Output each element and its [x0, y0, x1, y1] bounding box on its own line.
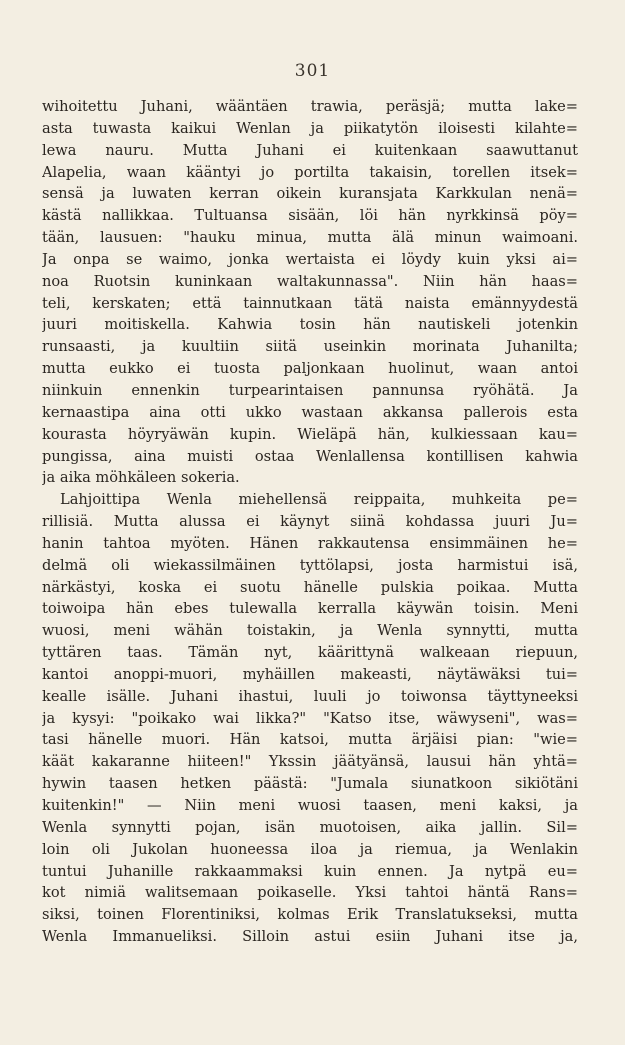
text-line: tyttären taas. Tämän nyt, käärittynä walkeaan riepuun,: [42, 644, 578, 662]
text-line: asta tuwasta kaikui Wenlan ja piikatytön iloisesti kilahte=: [42, 119, 578, 137]
body-text: [42, 96, 578, 948]
text-line: lewa nauru. Mutta Juhani ei kuitenkaan saawuttanut: [42, 141, 578, 159]
text-line: kealle isälle. Juhani ihastui, luuli jo toiwonsa täyttyneeksi: [42, 687, 578, 705]
text-line: juuri moitiskella. Kahwia tosin hän nautiskeli jotenkin: [42, 316, 578, 334]
text-line: wuosi, meni wähän toistakin, ja Wenla synnytti, mutta: [42, 622, 578, 640]
text-line: kourasta höyryäwän kupin. Wieläpä hän, kulkiessaan kau=: [42, 425, 578, 443]
text-line: tasi hänelle muori. Hän katsoi, mutta ärjäisi pian: "wie=: [42, 731, 578, 749]
text-line: kernaastipa aina otti ukko wastaan akkansa pallerois esta: [42, 403, 578, 421]
text-line: loin oli Jukolan huoneessa iloa ja riemua, ja Wenlakin: [42, 840, 578, 858]
page-number: 301: [294, 61, 331, 81]
text-line: Wenla synnytti pojan, isän muotoisen, aika jallin. Sil=: [42, 818, 578, 836]
text-line: kantoi anoppi-muori, myhäillen makeasti, näytäwäksi tui=: [42, 665, 578, 683]
text-line: kot nimiä walitsemaan poikaselle. Yksi tahtoi häntä Rans=: [42, 884, 578, 902]
text-line: niinkuin ennenkin turpearintaisen pannunsa ryöhätä. Ja: [42, 381, 578, 399]
text-line: Lahjoittipa Wenla miehellensä reippaita, muhkeita pe=: [60, 491, 578, 509]
text-line: käät kakaranne hiiteen!" Ykssin jäätyänsä, lausui hän yhtä=: [42, 753, 578, 771]
text-line: delmä oli wiekassilmäinen tyttölapsi, josta harmistui isä,: [42, 556, 578, 574]
text-line: siksi, toinen Florentiniksi, kolmas Erik Translatukseksi, mutta: [42, 906, 578, 924]
text-line: ja aika möhkäleen sokeria.: [42, 469, 240, 487]
text-line: kuitenkin!" — Niin meni wuosi taasen, meni kaksi, ja: [42, 797, 578, 814]
text-line: toiwoipa hän ebes tulewalla kerralla käywän toisin. Meni: [42, 600, 578, 618]
text-line: Ja onpa se waimo, jonka wertaista ei löydy kuin yksi ai=: [42, 250, 578, 268]
text-line: kästä nallikkaa. Tultuansa sisään, löi hän nyrkkinsä pöy=: [42, 207, 578, 225]
text-line: noa Ruotsin kuninkaan waltakunnassa". Niin hän haas=: [42, 272, 578, 290]
text-line: mutta eukko ei tuosta paljonkaan huolinut, waan antoi: [42, 360, 578, 378]
text-line: tään, lausuen: "hauku minua, mutta älä minun waimoani.: [42, 229, 578, 247]
text-line: ja kysyi: "poikako wai likka?" "Katso itse, wäwyseni", was=: [42, 709, 578, 727]
text-line: pungissa, aina muisti ostaa Wenlallensa kontillisen kahwia: [42, 447, 578, 465]
text-line: Alapelia, waan kääntyi jo portilta takaisin, torellen itsek=: [42, 163, 578, 181]
text-line: runsaasti, ja kuultiin siitä useinkin morinata Juhanilta;: [42, 338, 578, 356]
text-line: Wenla Immanueliksi. Silloin astui esiin Juhani itse ja,: [42, 928, 578, 946]
text-line: wihoitettu Juhani, wääntäen trawia, peräsjä; mutta lake=: [42, 98, 578, 115]
text-line: närkästyi, koska ei suotu hänelle pulskia poikaa. Mutta: [42, 578, 578, 596]
text-line: tuntui Juhanille rakkaammaksi kuin ennen. Ja nytpä eu=: [42, 862, 578, 880]
text-line: hanin tahtoa myöten. Hänen rakkautensa ensimmäinen he=: [42, 534, 578, 552]
text-line: sensä ja luwaten kerran oikein kuransjata Karkkulan nenä=: [42, 185, 578, 203]
text-line: hywin taasen hetken päästä: "Jumala siunatkoon sikiötäni: [42, 775, 578, 793]
text-line: rillisiä. Mutta alussa ei käynyt siinä kohdassa juuri Ju=: [42, 513, 578, 531]
text-line: teli, kerskaten; että tainnutkaan tätä naista emännyydestä: [42, 294, 578, 312]
